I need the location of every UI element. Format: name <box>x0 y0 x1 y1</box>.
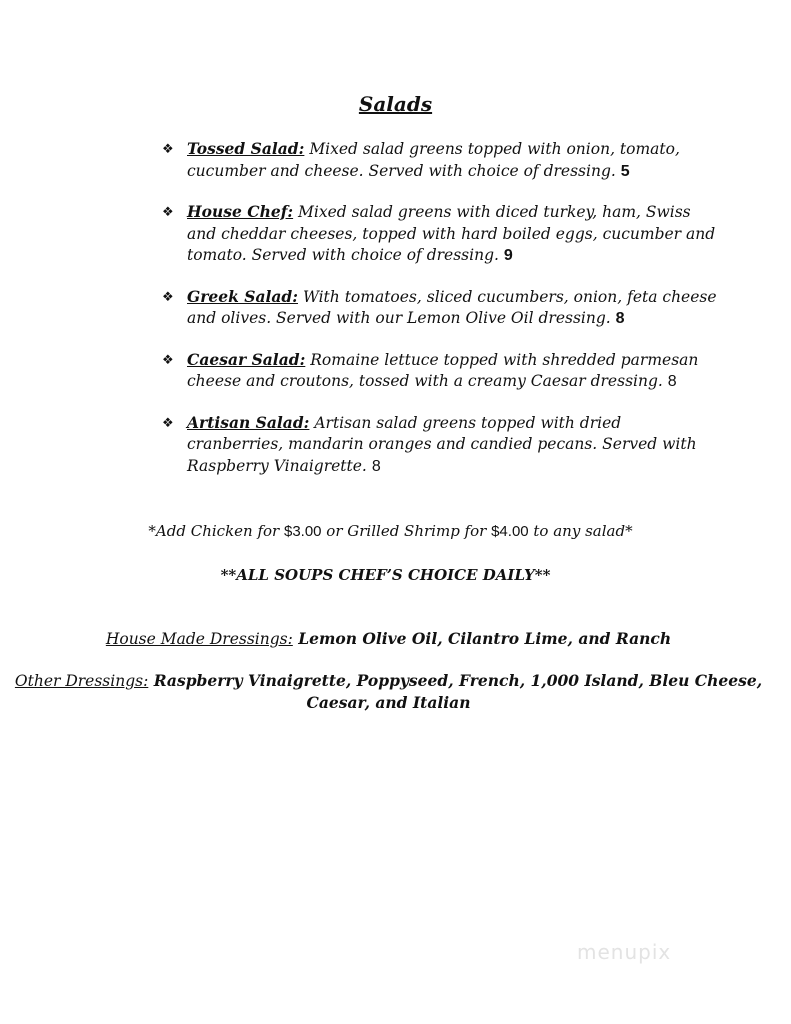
item-description: With tomatoes, sliced cucumbers, onion, feta cheese and olives. Served with our Lemon Olive Oil dressing. <box>187 287 717 327</box>
diamond-bullet-icon: ❖ <box>162 289 174 305</box>
house-dressings-value: Lemon Olive Oil, Cilantro Lime, and Ranch <box>292 629 672 648</box>
item-price: 9 <box>503 247 513 264</box>
soups-note: **ALL SOUPS CHEF’S CHOICE DAILY** <box>220 566 551 584</box>
other-dressings-value: Raspberry Vinaigrette, Poppyseed, French, 1,000 Island, Bleu Cheese, Caesar, and Italian <box>148 671 763 712</box>
item-price: 5 <box>620 162 630 180</box>
list-item <box>162 138 722 182</box>
item-price: 8 <box>615 310 625 327</box>
page-title: Salads <box>358 92 433 116</box>
addon-suffix: to any salad* <box>528 522 633 540</box>
item-name: House Chef: <box>187 202 294 221</box>
chicken-price: $3.00 <box>283 523 322 540</box>
list-item <box>162 201 722 267</box>
item-description: Mixed salad greens with diced turkey, ham, Swiss and cheddar cheeses, topped with hard boiled eggs, cucumber and tomato. Served with choice of dressing. <box>187 203 716 264</box>
diamond-bullet-icon: ❖ <box>162 142 174 157</box>
item-name: Caesar Salad: <box>187 349 306 369</box>
item-description: Mixed salad greens topped with onion, tomato, cucumber and cheese. Served with choice of dressing. <box>187 140 680 180</box>
addon-middle: or Grilled Shrimp for <box>321 522 492 540</box>
salad-list <box>162 138 722 496</box>
other-dressings-label: Other Dressings: <box>14 672 149 690</box>
list-item <box>162 349 722 393</box>
house-dressings-label: House Made Dressings: <box>105 630 293 648</box>
item-name: Tossed Salad: <box>187 139 305 158</box>
item-description: Artisan salad greens topped with dried cranberries, mandarin oranges and candied pecans. Served with Raspberry Vinaigrette. <box>187 413 697 475</box>
diamond-bullet-icon: ❖ <box>162 415 174 431</box>
addon-prefix: *Add Chicken for <box>148 522 284 540</box>
list-item <box>162 286 722 330</box>
item-name: Greek Salad: <box>187 286 298 306</box>
diamond-bullet-icon: ❖ <box>162 205 174 220</box>
item-name: Artisan Salad: <box>187 412 310 432</box>
house-dressings <box>0 628 791 650</box>
shrimp-price: $4.00 <box>491 523 529 540</box>
diamond-bullet-icon: ❖ <box>162 352 174 368</box>
item-description: Romaine lettuce topped with shredded parmesan cheese and croutons, tossed with a creamy Caesar dressing. <box>187 350 699 390</box>
other-dressings <box>0 670 791 713</box>
addon-note <box>0 522 791 540</box>
item-price: 8 <box>371 457 381 475</box>
item-price: 8 <box>667 373 677 390</box>
watermark-logo: menupix <box>577 940 672 964</box>
list-item <box>162 412 722 478</box>
